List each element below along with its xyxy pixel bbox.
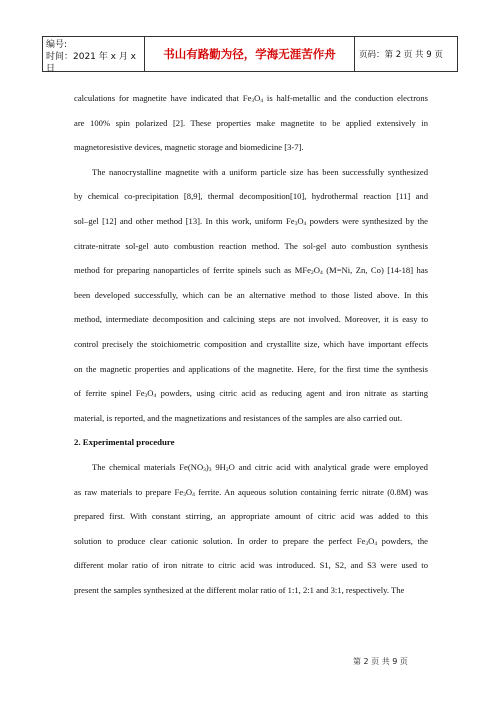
header-page-number: 页码：第 2 页 共 9 页 [359,50,443,60]
text-line: on the magnetic properties and applications of the magnetite. Here, for the first time the synthesis [74,363,428,374]
text-line: different molar ratio of iron nitrate to citric acid was introduced. S1, S2, and S3 were used to [74,560,428,571]
section-heading: 2. Experimental procedure [74,437,175,448]
text-line: control precisely the stoichiometric composition and crystallite size, which have important effects [74,338,428,349]
text-line: method, intermediate decomposition and calcining steps are not involved. Moreover, it is easy to [74,314,428,325]
header-meta-cell [43,37,145,74]
text-line: magnetoresistive devices, magnetic storage and biomedicine [3-7]. [74,142,304,153]
text-line: prepared first. With constant stirring, an appropriate amount of citric acid was added to this [74,511,428,522]
text-line: are 100% spin polarized [2]. These properties make magnetite to be applied extensively in [74,117,428,128]
text-line: present the samples synthesized at the different molar ratio of 1:1, 2:1 and 3:1, respectively. The [74,584,405,595]
text-line: as raw materials to prepare $Fe_3O_4$ ferrite. An aqueous solution containing ferric nitrate (0.8M) was [74,486,428,498]
document-body [74,86,428,602]
text-line: of ferrite spinel $Fe_3O_4$ powders, using citric acid as reducing agent and iron nitrate as starting [74,388,429,400]
document-time-label: 时间：2021 年 x 月 x 日 [46,52,137,74]
text-line: been developed successfully, which can be an alternative method to those listed above. In this [74,289,428,300]
paragraph-experimental [74,455,428,603]
page-footer: 第 2 页 共 9 页 [353,657,408,666]
text-line: by chemical co-precipitation [8,9], thermal decomposition[10], hydrothermal reaction [11] and [74,191,428,202]
text-line: sol–gel [12] and other method [13]. In this work, uniform $Fe_3O_4$ powders were synthesized by the [74,215,428,227]
header-motto: 书山有路勤为径，学海无涯苦作舟 [145,37,355,71]
document-number-label: 编号: [46,40,68,50]
text-line: citrate-nitrate sol-gel auto combustion reaction method. The sol-gel auto combustion synthesis [74,240,428,251]
text-line: solution to produce clear cationic solution. In order to prepare the perfect $Fe_3O_4$ powders, the [74,535,428,547]
paragraph-synthesis-methods [74,160,428,431]
page-header [42,36,458,72]
text-line: method for preparing nanoparticles of ferrite spinels such as $MFe_2O_4$ (M=Ni, Zn, Co) [14-18] has [74,265,428,277]
text-line: The chemical materials $Fe(NO_3)_3$ $9H_2O$ and citric acid with analytical grade were employed [92,461,428,473]
text-line: calculations for magnetite have indicated that $Fe_3O_4$ is half-metallic and the conduction electrons [74,93,428,104]
paragraph-intro-continued [74,86,428,160]
text-line: material, is reported, and the magnetizations and resistances of the samples are also carried out. [74,412,403,423]
text-line: The nanocrystalline magnetite with a uniform particle size has been successfully synthesized [92,166,428,177]
